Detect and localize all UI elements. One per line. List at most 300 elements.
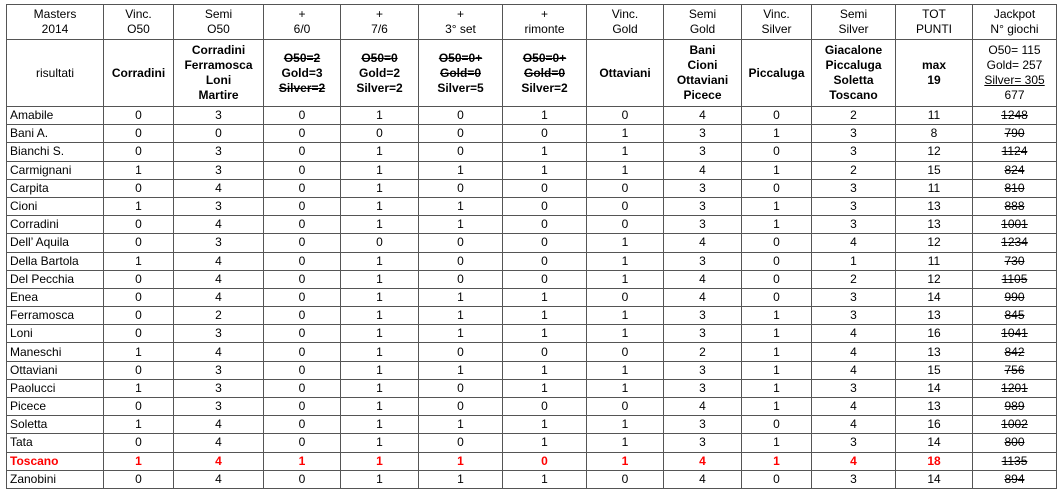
score-cell: 3 xyxy=(812,143,896,161)
score-cell: 0 xyxy=(419,270,503,288)
score-cell: 1 xyxy=(742,307,812,325)
bonus-rimonte-values: O50=0+ Gold=0 Silver=2 xyxy=(503,40,587,107)
score-cell: 1 xyxy=(587,143,664,161)
jackpot-cell xyxy=(973,379,1057,397)
score-cell: 0 xyxy=(264,107,341,125)
score-cell: 4 xyxy=(174,343,264,361)
score-cell: 1 xyxy=(341,288,419,306)
score-cell: 0 xyxy=(264,252,341,270)
score-cell: 0 xyxy=(587,470,664,488)
score-cell: 14 xyxy=(896,379,973,397)
player-name: Picece xyxy=(7,398,104,416)
table-row xyxy=(7,470,1057,488)
score-cell: 1 xyxy=(419,452,503,470)
score-cell: 1 xyxy=(503,143,587,161)
header-row-results xyxy=(7,40,1057,107)
score-cell: 1 xyxy=(104,197,174,215)
header-row-categories xyxy=(7,5,1057,40)
score-cell: 0 xyxy=(104,434,174,452)
tot-max: max 19 xyxy=(896,40,973,107)
score-cell: 1 xyxy=(587,379,664,397)
score-cell: 3 xyxy=(664,252,742,270)
score-cell: 15 xyxy=(896,361,973,379)
score-cell: 0 xyxy=(503,270,587,288)
score-cell: 1 xyxy=(419,288,503,306)
table-row xyxy=(7,143,1057,161)
jackpot-cell xyxy=(973,361,1057,379)
score-cell: 0 xyxy=(264,143,341,161)
score-cell: 0 xyxy=(104,470,174,488)
score-cell: 4 xyxy=(174,416,264,434)
score-cell: 1 xyxy=(341,325,419,343)
score-cell: 0 xyxy=(264,125,341,143)
jackpot-cell xyxy=(973,325,1057,343)
score-cell: 0 xyxy=(264,179,341,197)
score-cell: 14 xyxy=(896,288,973,306)
jackpot-value: 1002 xyxy=(1001,417,1028,432)
score-cell: 1 xyxy=(503,161,587,179)
score-cell: 1 xyxy=(587,452,664,470)
score-cell: 0 xyxy=(419,234,503,252)
score-cell: 0 xyxy=(419,252,503,270)
score-cell: 0 xyxy=(264,379,341,397)
jackpot-cell xyxy=(973,234,1057,252)
score-cell: 0 xyxy=(264,343,341,361)
score-cell: 14 xyxy=(896,470,973,488)
table-row xyxy=(7,361,1057,379)
table-row xyxy=(7,398,1057,416)
score-cell: 2 xyxy=(664,343,742,361)
jackpot-cell xyxy=(973,434,1057,452)
score-cell: 1 xyxy=(104,161,174,179)
player-name: Paolucci xyxy=(7,379,104,397)
bonus-60-values: O50=2 Gold=3 Silver=2 xyxy=(264,40,341,107)
score-cell: 3 xyxy=(812,216,896,234)
score-cell: 0 xyxy=(174,125,264,143)
score-cell: 3 xyxy=(664,379,742,397)
jackpot-cell xyxy=(973,252,1057,270)
score-cell: 3 xyxy=(174,361,264,379)
score-cell: 2 xyxy=(174,307,264,325)
score-cell: 4 xyxy=(664,234,742,252)
score-cell: 1 xyxy=(341,307,419,325)
score-cell: 1 xyxy=(742,161,812,179)
score-cell: 0 xyxy=(264,197,341,215)
score-cell: 0 xyxy=(104,179,174,197)
score-cell: 0 xyxy=(742,416,812,434)
table-row xyxy=(7,307,1057,325)
score-cell: 4 xyxy=(664,270,742,288)
score-cell: 0 xyxy=(742,234,812,252)
score-cell: 4 xyxy=(812,234,896,252)
score-cell: 4 xyxy=(664,452,742,470)
header-cell: + 7/6 xyxy=(341,5,419,40)
jackpot-cell xyxy=(973,270,1057,288)
score-cell: 4 xyxy=(812,416,896,434)
score-cell: 4 xyxy=(174,216,264,234)
score-cell: 0 xyxy=(503,179,587,197)
score-cell: 1 xyxy=(341,416,419,434)
score-cell: 0 xyxy=(104,234,174,252)
jackpot-totals: O50= 115 Gold= 257 Silver= 305 677 xyxy=(973,40,1057,107)
score-cell: 1 xyxy=(503,470,587,488)
score-cell: 3 xyxy=(174,107,264,125)
score-cell: 4 xyxy=(812,325,896,343)
table-row xyxy=(7,161,1057,179)
score-cell: 1 xyxy=(419,216,503,234)
score-cell: 0 xyxy=(264,161,341,179)
score-cell: 0 xyxy=(104,216,174,234)
player-name: Ottaviani xyxy=(7,361,104,379)
score-cell: 3 xyxy=(664,434,742,452)
score-cell: 4 xyxy=(174,288,264,306)
score-cell: 11 xyxy=(896,179,973,197)
score-cell: 0 xyxy=(104,361,174,379)
score-cell: 0 xyxy=(503,452,587,470)
score-cell: 1 xyxy=(419,161,503,179)
score-cell: 0 xyxy=(264,416,341,434)
score-cell: 3 xyxy=(664,307,742,325)
player-name: Carpita xyxy=(7,179,104,197)
jackpot-value: 1201 xyxy=(1001,380,1028,395)
score-cell: 1 xyxy=(419,197,503,215)
jackpot-cell xyxy=(973,161,1057,179)
player-name: Loni xyxy=(7,325,104,343)
jackpot-cell xyxy=(973,470,1057,488)
score-cell: 13 xyxy=(896,216,973,234)
score-cell: 3 xyxy=(812,434,896,452)
jackpot-value: 845 xyxy=(1004,308,1025,323)
score-cell: 1 xyxy=(587,434,664,452)
score-cell: 3 xyxy=(664,125,742,143)
score-cell: 1 xyxy=(742,398,812,416)
scores-table xyxy=(6,4,1057,489)
score-cell: 1 xyxy=(742,361,812,379)
jackpot-cell xyxy=(973,452,1057,470)
score-cell: 12 xyxy=(896,143,973,161)
player-name: Amabile xyxy=(7,107,104,125)
score-cell: 0 xyxy=(264,398,341,416)
table-row xyxy=(7,270,1057,288)
jackpot-value: 730 xyxy=(1004,253,1025,268)
table-row xyxy=(7,416,1057,434)
score-cell: 0 xyxy=(104,325,174,343)
score-cell: 1 xyxy=(104,343,174,361)
score-cell: 1 xyxy=(341,179,419,197)
header-cell: Semi Gold xyxy=(664,5,742,40)
score-cell: 4 xyxy=(174,179,264,197)
score-cell: 0 xyxy=(503,216,587,234)
score-cell: 0 xyxy=(587,288,664,306)
score-cell: 1 xyxy=(419,416,503,434)
player-name: Ferramosca xyxy=(7,307,104,325)
score-cell: 0 xyxy=(419,179,503,197)
score-cell: 1 xyxy=(341,270,419,288)
score-cell: 4 xyxy=(664,161,742,179)
score-cell: 0 xyxy=(419,434,503,452)
score-cell: 1 xyxy=(812,252,896,270)
vinc-gold-names: Ottaviani xyxy=(587,40,664,107)
score-cell: 3 xyxy=(174,379,264,397)
score-cell: 1 xyxy=(587,270,664,288)
score-cell: 4 xyxy=(664,288,742,306)
score-cell: 0 xyxy=(419,125,503,143)
score-cell: 12 xyxy=(896,234,973,252)
score-cell: 3 xyxy=(664,143,742,161)
score-cell: 4 xyxy=(174,452,264,470)
score-cell: 2 xyxy=(812,107,896,125)
score-cell: 3 xyxy=(174,398,264,416)
jackpot-value: 842 xyxy=(1004,344,1025,359)
header-cell: Jackpot N° giochi xyxy=(973,5,1057,40)
player-name: Bani A. xyxy=(7,125,104,143)
score-cell: 0 xyxy=(264,234,341,252)
table-row xyxy=(7,325,1057,343)
score-cell: 4 xyxy=(174,252,264,270)
score-cell: 0 xyxy=(587,216,664,234)
score-cell: 4 xyxy=(812,452,896,470)
player-name: Maneschi xyxy=(7,343,104,361)
semi-gold-names: Bani Cioni Ottaviani Picece xyxy=(664,40,742,107)
player-name: Enea xyxy=(7,288,104,306)
score-cell: 12 xyxy=(896,270,973,288)
score-cell: 16 xyxy=(896,325,973,343)
score-cell: 2 xyxy=(812,270,896,288)
score-cell: 0 xyxy=(419,398,503,416)
score-cell: 0 xyxy=(104,307,174,325)
score-cell: 1 xyxy=(503,361,587,379)
score-cell: 0 xyxy=(742,470,812,488)
header-cell: + rimonte xyxy=(503,5,587,40)
table-row xyxy=(7,343,1057,361)
score-cell: 4 xyxy=(664,470,742,488)
jackpot-cell xyxy=(973,416,1057,434)
table-row xyxy=(7,452,1057,470)
score-cell: 0 xyxy=(264,288,341,306)
score-cell: 3 xyxy=(664,325,742,343)
score-cell: 0 xyxy=(264,325,341,343)
score-cell: 0 xyxy=(264,434,341,452)
score-cell: 1 xyxy=(742,216,812,234)
score-cell: 1 xyxy=(503,307,587,325)
score-cell: 0 xyxy=(419,143,503,161)
jackpot-value: 810 xyxy=(1004,180,1025,195)
score-cell: 0 xyxy=(419,107,503,125)
score-cell: 3 xyxy=(664,416,742,434)
bonus-76-values: O50=0 Gold=2 Silver=2 xyxy=(341,40,419,107)
header-cell: + 6/0 xyxy=(264,5,341,40)
jackpot-value: 990 xyxy=(1004,289,1025,304)
score-cell: 3 xyxy=(812,288,896,306)
score-cell: 1 xyxy=(341,161,419,179)
score-cell: 0 xyxy=(419,379,503,397)
score-cell: 0 xyxy=(587,197,664,215)
score-cell: 1 xyxy=(503,379,587,397)
score-cell: 4 xyxy=(664,107,742,125)
score-cell: 1 xyxy=(587,252,664,270)
header-cell: + 3° set xyxy=(419,5,503,40)
score-cell: 0 xyxy=(742,179,812,197)
score-cell: 3 xyxy=(812,179,896,197)
score-cell: 0 xyxy=(264,307,341,325)
vinc-o50-names: Corradini xyxy=(104,40,174,107)
score-cell: 0 xyxy=(503,125,587,143)
score-cell: 4 xyxy=(174,270,264,288)
score-cell: 0 xyxy=(742,252,812,270)
score-cell: 1 xyxy=(587,161,664,179)
score-cell: 1 xyxy=(341,143,419,161)
header-cell: Semi O50 xyxy=(174,5,264,40)
score-cell: 0 xyxy=(503,197,587,215)
score-cell: 1 xyxy=(341,452,419,470)
score-cell: 1 xyxy=(419,307,503,325)
score-cell: 4 xyxy=(812,343,896,361)
score-cell: 15 xyxy=(896,161,973,179)
score-cell: 1 xyxy=(742,125,812,143)
score-cell: 3 xyxy=(664,361,742,379)
vinc-silver-names: Piccaluga xyxy=(742,40,812,107)
score-cell: 0 xyxy=(587,179,664,197)
score-cell: 0 xyxy=(742,270,812,288)
score-cell: 0 xyxy=(341,234,419,252)
score-cell: 18 xyxy=(896,452,973,470)
score-cell: 1 xyxy=(742,343,812,361)
score-cell: 0 xyxy=(742,288,812,306)
score-cell: 1 xyxy=(503,416,587,434)
table-row xyxy=(7,216,1057,234)
score-cell: 0 xyxy=(104,270,174,288)
score-cell: 3 xyxy=(812,307,896,325)
score-cell: 1 xyxy=(104,379,174,397)
player-name: Carmignani xyxy=(7,161,104,179)
score-cell: 3 xyxy=(812,125,896,143)
jackpot-value: 888 xyxy=(1004,199,1025,214)
score-cell: 4 xyxy=(174,434,264,452)
score-cell: 1 xyxy=(341,107,419,125)
score-cell: 13 xyxy=(896,343,973,361)
score-cell: 0 xyxy=(104,107,174,125)
score-cell: 1 xyxy=(341,398,419,416)
score-cell: 0 xyxy=(264,270,341,288)
score-cell: 0 xyxy=(587,107,664,125)
score-cell: 1 xyxy=(264,452,341,470)
jackpot-cell xyxy=(973,197,1057,215)
player-name: Della Bartola xyxy=(7,252,104,270)
score-cell: 3 xyxy=(664,197,742,215)
header-cell: Vinc. Gold xyxy=(587,5,664,40)
score-cell: 0 xyxy=(264,216,341,234)
player-name: Cioni xyxy=(7,197,104,215)
jackpot-cell xyxy=(973,398,1057,416)
player-name: Tata xyxy=(7,434,104,452)
semi-silver-names: Giacalone Piccaluga Soletta Toscano xyxy=(812,40,896,107)
score-cell: 1 xyxy=(503,107,587,125)
score-cell: 3 xyxy=(664,216,742,234)
score-cell: 3 xyxy=(174,197,264,215)
score-cell: 14 xyxy=(896,434,973,452)
score-cell: 0 xyxy=(587,343,664,361)
bonus-3set-values: O50=0+ Gold=0 Silver=5 xyxy=(419,40,503,107)
score-cell: 3 xyxy=(664,179,742,197)
jackpot-value: 756 xyxy=(1004,362,1025,377)
jackpot-cell xyxy=(973,143,1057,161)
table-row xyxy=(7,379,1057,397)
score-cell: 0 xyxy=(503,343,587,361)
score-cell: 1 xyxy=(742,325,812,343)
jackpot-value: 824 xyxy=(1004,162,1025,177)
jackpot-value: 1041 xyxy=(1001,326,1028,341)
score-cell: 1 xyxy=(341,434,419,452)
score-cell: 1 xyxy=(419,325,503,343)
score-cell: 1 xyxy=(341,252,419,270)
score-cell: 13 xyxy=(896,398,973,416)
header-cell: Semi Silver xyxy=(812,5,896,40)
jackpot-value: 800 xyxy=(1004,435,1025,450)
header-cell: Masters 2014 xyxy=(7,5,104,40)
jackpot-value: 989 xyxy=(1004,399,1025,414)
table-row xyxy=(7,179,1057,197)
score-cell: 11 xyxy=(896,107,973,125)
jackpot-value: 1105 xyxy=(1001,271,1028,286)
score-cell: 11 xyxy=(896,252,973,270)
score-cell: 1 xyxy=(587,234,664,252)
player-name: Corradini xyxy=(7,216,104,234)
score-cell: 1 xyxy=(104,416,174,434)
score-cell: 0 xyxy=(503,234,587,252)
jackpot-value: 894 xyxy=(1004,471,1025,486)
score-cell: 0 xyxy=(264,361,341,379)
score-cell: 1 xyxy=(419,470,503,488)
player-name: Toscano xyxy=(7,452,104,470)
table-row xyxy=(7,234,1057,252)
score-cell: 1 xyxy=(419,361,503,379)
score-cell: 13 xyxy=(896,197,973,215)
score-cell: 8 xyxy=(896,125,973,143)
score-cell: 1 xyxy=(503,325,587,343)
score-cell: 0 xyxy=(104,125,174,143)
score-cell: 1 xyxy=(104,252,174,270)
score-cell: 1 xyxy=(742,197,812,215)
score-cell: 16 xyxy=(896,416,973,434)
score-cell: 0 xyxy=(503,252,587,270)
score-cell: 4 xyxy=(812,361,896,379)
player-name: Dell’ Aquila xyxy=(7,234,104,252)
score-cell: 0 xyxy=(742,143,812,161)
score-cell: 4 xyxy=(174,470,264,488)
header-cell: TOT PUNTI xyxy=(896,5,973,40)
jackpot-value: 1124 xyxy=(1001,144,1028,159)
score-cell: 4 xyxy=(664,398,742,416)
jackpot-cell xyxy=(973,125,1057,143)
score-cell: 1 xyxy=(587,416,664,434)
score-cell: 1 xyxy=(587,325,664,343)
table-row xyxy=(7,434,1057,452)
score-cell: 13 xyxy=(896,307,973,325)
score-cell: 1 xyxy=(742,452,812,470)
score-cell: 1 xyxy=(341,343,419,361)
jackpot-cell xyxy=(973,179,1057,197)
player-name: Zanobini xyxy=(7,470,104,488)
score-cell: 1 xyxy=(341,216,419,234)
score-cell: 1 xyxy=(341,361,419,379)
score-cell: 0 xyxy=(587,398,664,416)
player-name: Soletta xyxy=(7,416,104,434)
score-cell: 1 xyxy=(587,125,664,143)
table-row xyxy=(7,125,1057,143)
jackpot-cell xyxy=(973,343,1057,361)
score-cell: 0 xyxy=(104,143,174,161)
jackpot-value: 1001 xyxy=(1001,217,1028,232)
